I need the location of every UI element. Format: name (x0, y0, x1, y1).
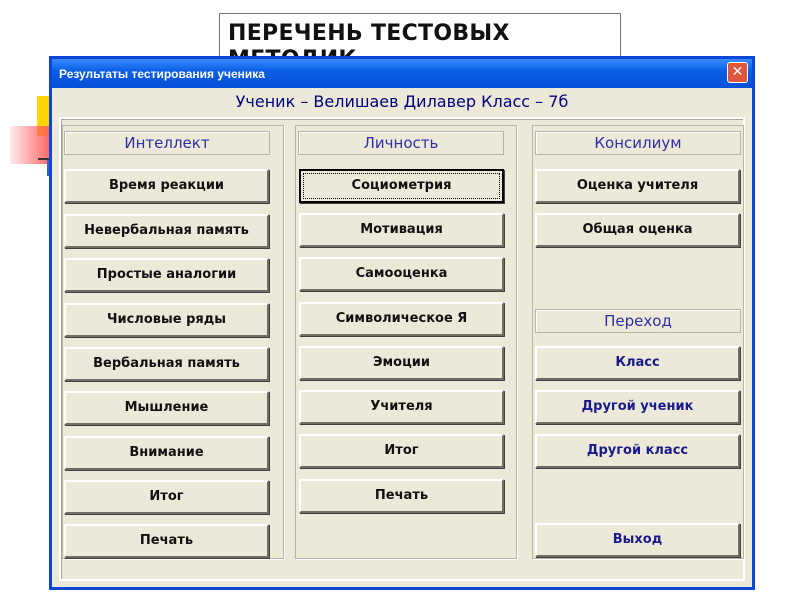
thinking-button[interactable]: Мышление (64, 391, 269, 425)
personality-summary-button[interactable]: Итог (299, 434, 504, 468)
sociometry-button[interactable]: Социометрия (299, 169, 504, 203)
results-window (49, 56, 755, 590)
simple-analogies-button[interactable]: Простые аналогии (64, 258, 269, 292)
close-icon[interactable]: ✕ (727, 62, 748, 83)
intellect-print-button[interactable]: Печать (64, 524, 269, 558)
symbolic-self-button[interactable]: Символическое Я (299, 302, 504, 336)
window-title: Результаты тестирования ученика (59, 67, 265, 81)
teacher-evaluation-button[interactable]: Оценка учителя (535, 169, 740, 203)
exit-button[interactable]: Выход (535, 523, 740, 557)
self-esteem-button[interactable]: Самооценка (299, 257, 504, 291)
intellect-summary-button[interactable]: Итог (64, 480, 269, 514)
verbal-memory-button[interactable]: Вербальная память (64, 347, 269, 381)
personality-print-button[interactable]: Печать (299, 479, 504, 513)
other-class-button[interactable]: Другой класс (535, 434, 740, 468)
other-student-button[interactable]: Другой ученик (535, 390, 740, 424)
navigation-header: Переход (535, 309, 741, 333)
number-series-button[interactable]: Числовые ряды (64, 303, 269, 337)
motivation-button[interactable]: Мотивация (299, 213, 504, 247)
nonverbal-memory-button[interactable]: Невербальная память (64, 214, 269, 248)
class-button[interactable]: Класс (535, 346, 740, 380)
teachers-button[interactable]: Учителя (299, 390, 504, 424)
overall-evaluation-button[interactable]: Общая оценка (535, 213, 740, 247)
slide-title: ПЕРЕЧЕНЬ ТЕСТОВЫХ (228, 21, 510, 46)
attention-button[interactable]: Внимание (64, 436, 269, 470)
intellect-header: Интеллект (64, 131, 270, 155)
window-titlebar[interactable] (52, 59, 752, 88)
reaction-time-button[interactable]: Время реакции (64, 169, 269, 203)
council-header: Консилиум (535, 131, 741, 155)
personality-header: Личность (298, 131, 504, 155)
student-info: Ученик – Велишаев Дилавер Класс – 7б (235, 92, 569, 111)
emotions-button[interactable]: Эмоции (299, 346, 504, 380)
